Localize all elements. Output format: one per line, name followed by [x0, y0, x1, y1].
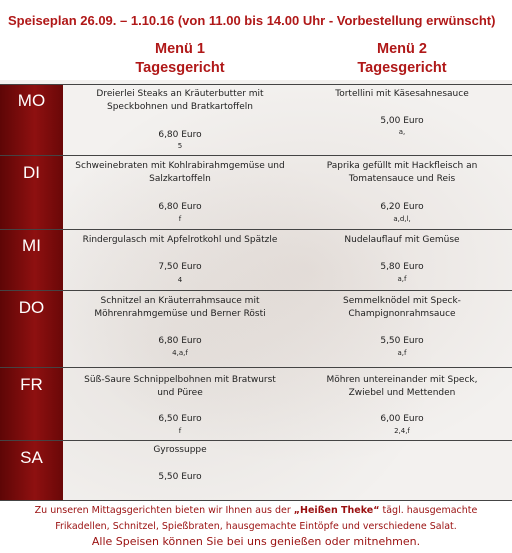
menu2-code-mi: a,f: [397, 275, 407, 283]
menu1-dish-mi: [70, 234, 290, 247]
menu2-dish-fr: [292, 374, 512, 400]
menu1-dish-di: [70, 160, 290, 186]
menu2-price-mo: 5,00 Euro: [380, 116, 424, 126]
menu2-dish-mi: [292, 234, 512, 247]
menu2-header: [292, 40, 512, 78]
menu1-dish-do: [70, 295, 290, 321]
menu1-code-di: f: [178, 215, 182, 223]
menu2-code-mo: a,: [398, 128, 406, 136]
dish-line: Paprika gefüllt mit Hackfleisch an: [326, 161, 478, 171]
menu2-dish-do: [292, 295, 512, 321]
menu1-dish-fr: [70, 374, 290, 400]
day-label-mi: MI: [22, 236, 41, 255]
menu2-subtitle: Tagesgericht: [357, 60, 447, 76]
menu2-price-do: 5,50 Euro: [380, 336, 424, 346]
row-divider: [0, 84, 512, 85]
row-divider: [0, 440, 512, 441]
dish-line: Salzkartoffeln: [149, 174, 211, 184]
menu1-dish-mo: [70, 88, 290, 114]
menu1-price-fr: 6,50 Euro: [158, 414, 202, 424]
menu1-subtitle: Tagesgericht: [135, 60, 225, 76]
footer-note-line3: Alle Speisen können Sie bei uns genießen oder mitnehmen.: [91, 535, 421, 548]
menu1-code-do: 4,a,f: [172, 349, 188, 357]
menu2-code-di: a,d,l,: [393, 215, 411, 223]
row-divider: [0, 155, 512, 156]
menu1-price-di: 6,80 Euro: [158, 202, 202, 212]
dish-line: Dreierlei Steaks an Kräuterbutter mit: [96, 89, 264, 99]
row-divider: [0, 229, 512, 230]
menu1-code-mo: 5: [177, 142, 183, 150]
menu1-name: Menü 1: [155, 41, 205, 57]
dish-line: Tomatensauce und Reis: [348, 174, 456, 184]
footer-note-line1: Zu unseren Mittagsgerichten bieten wir Ihnen aus der „Heißen Theke“ tägl. hausgemachte: [34, 505, 478, 516]
dish-line: und Püree: [157, 388, 203, 398]
footer-note-line2: Frikadellen, Schnitzel, Spießbraten, hausgemachte Eintöpfe und verschiedene Salat.: [55, 521, 457, 532]
dish-line: Champignonrahmsauce: [348, 309, 456, 319]
menu1-dish-sa: [70, 444, 290, 457]
menu2-code-do: a,f: [397, 349, 407, 357]
menu2-price-fr: 6,00 Euro: [380, 414, 424, 424]
menu1-price-mi: 7,50 Euro: [158, 262, 202, 272]
dish-line: Speckbohnen und Bratkartoffeln: [107, 102, 253, 112]
day-label-di: DI: [23, 163, 40, 182]
menu1-price-do: 6,80 Euro: [158, 336, 202, 346]
menu2-price-di: 6,20 Euro: [380, 202, 424, 212]
dish-line: Semmelknödel mit Speck-: [343, 296, 461, 306]
dish-line: Möhrenrahmgemüse und Berner Rösti: [94, 309, 266, 319]
dish-line: Nudelauflauf mit Gemüse: [344, 235, 460, 245]
row-divider: [0, 500, 512, 501]
dish-line: Zwiebel und Mettenden: [348, 388, 456, 398]
dish-line: Süß-Saure Schnippelbohnen mit Bratwurst: [84, 375, 276, 385]
menu1-price-sa: 5,50 Euro: [158, 472, 202, 482]
menu2-price-mi: 5,80 Euro: [380, 262, 424, 272]
day-column: [0, 84, 63, 501]
day-label-do: DO: [18, 298, 45, 317]
menu1-price-mo: 6,80 Euro: [158, 130, 202, 140]
menu2-code-fr: 2,4,f: [394, 427, 410, 435]
page-title: Speiseplan 26.09. – 1.10.16 (von 11.00 bis 14.00 Uhr - Vorbestellung erwünscht): [8, 13, 496, 28]
menu1-code-fr: f: [178, 427, 182, 435]
menu2-dish-di: [292, 160, 512, 186]
dish-line: Gyrossuppe: [153, 445, 207, 455]
dish-line: Schweinebraten mit Kohlrabirahmgemüse und: [75, 161, 285, 171]
day-label-mo: MO: [17, 91, 46, 110]
menu2-name: Menü 2: [377, 41, 427, 57]
menu1-header: [70, 40, 290, 78]
day-label-fr: FR: [20, 375, 43, 394]
dish-line: Möhren untereinander mit Speck,: [326, 375, 478, 385]
hot-counter-label: „Heißen Theke“: [293, 505, 380, 516]
day-label-sa: SA: [20, 448, 43, 467]
dish-line: Rindergulasch mit Apfelrotkohl und Spätzle: [82, 235, 278, 245]
dish-line: Schnitzel an Kräuterrahmsauce mit: [100, 296, 260, 306]
dish-line: Tortellini mit Käsesahnesauce: [335, 89, 469, 99]
menu2-dish-mo: [292, 88, 512, 101]
row-divider: [0, 367, 512, 368]
row-divider: [0, 290, 512, 291]
menu1-code-mi: 4: [177, 276, 183, 284]
